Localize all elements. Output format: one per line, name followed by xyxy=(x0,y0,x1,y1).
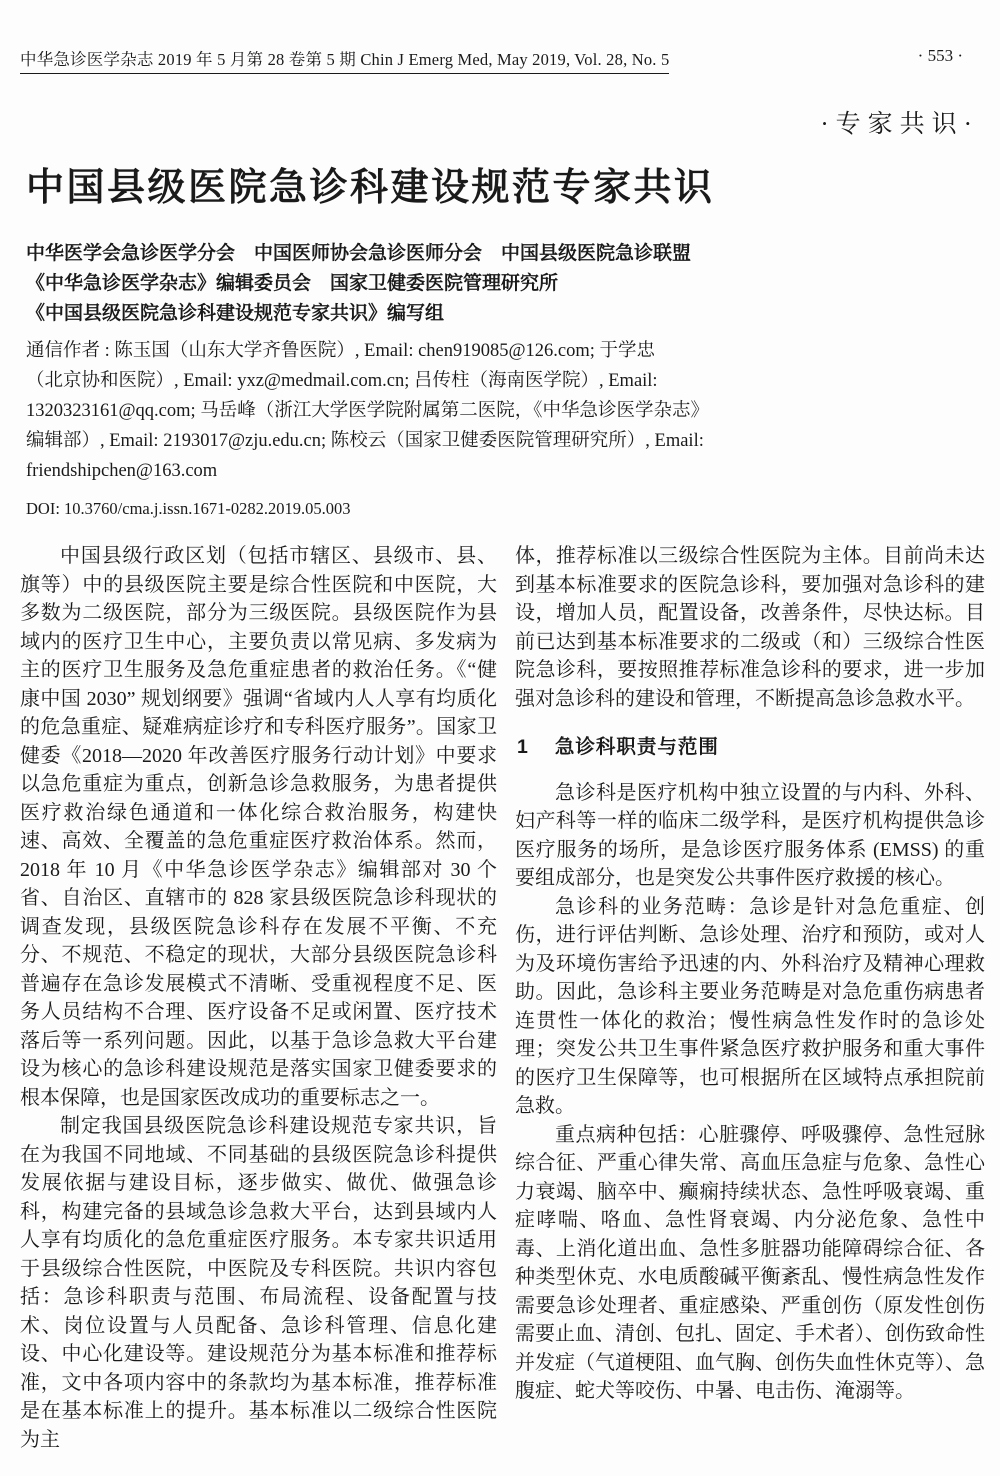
authors-block xyxy=(26,239,985,329)
author-line: 中华医学会急诊医学分会 中国医师协会急诊医师分会 中国县级医院急诊联盟 xyxy=(26,243,692,265)
correspondence-line: （北京协和医院）, Email: yxz@medmail.com.cn; 吕传柱（海南医学院）, Email: xyxy=(26,371,658,392)
author-line: 《中华急诊医学杂志》编辑委员会 国家卫健委医院管理研究所 xyxy=(26,273,559,295)
correspondence-line: 1320323161@qq.com; 马岳峰（浙江大学医学院附属第二医院，《中华急诊医学杂志》 xyxy=(26,401,710,422)
correspondence-block xyxy=(26,336,816,486)
page-number: · 553 · xyxy=(917,46,963,65)
article-title: 中国县级医院急诊科建设规范专家共识 xyxy=(26,167,715,209)
doi-line: DOI: 10.3760/cma.j.issn.1671-0282.2019.05.003 xyxy=(26,499,351,519)
journal-citation: 中华急诊医学杂志 2019 年 5 月第 28 卷第 5 期 Chin J Emerg Med, May 2019, Vol. 28, No. 5 xyxy=(20,46,669,74)
correspondence-line: 编辑部）, Email: 2193017@zju.edu.cn; 陈校云（国家卫健委医院管理研究所）, Email: xyxy=(26,431,704,452)
correspondence-line: friendshipchen@163.com xyxy=(26,461,218,482)
body-paragraph: 急诊科是医疗机构中独立设置的与内科、外科、妇产科等一样的临床二级学科，是医疗机构提供急诊医疗服务的场所，是急诊医疗服务体系 (EMSS) 的重要组成部分，也是突发公共事件医疗救援的核心。 xyxy=(515,781,985,890)
article-body xyxy=(20,542,985,1454)
right-column xyxy=(515,542,985,1454)
left-column xyxy=(20,542,497,1454)
category-badge: ·专家共识· xyxy=(820,111,979,138)
page-header xyxy=(20,46,985,74)
body-paragraph: 急诊科的业务范畴：急诊是针对急危重症、创伤，进行评估判断、急诊处理、治疗和预防，或对人为及环境伤害给予迅速的内、外科治疗及精神心理救助。因此，急诊科主要业务范畴是对急危重伤病患者连贯性一体化的救治；慢性病急性发作时的急诊处理；突发公共卫生事件紧急医疗救护服务和重大事件的医疗卫生保障等，也可根据所在区域特点承担院前急救。 xyxy=(515,895,985,1118)
correspondence-line: 通信作者 : 陈玉国（山东大学齐鲁医院）, Email: chen919085@126.com; 于学忠 xyxy=(26,341,656,362)
section-heading xyxy=(517,733,985,762)
body-paragraph-continuation: 体，推荐标准以三级综合性医院为主体。目前尚未达到基本标准要求的医院急诊科，要加强对急诊科的建设，增加人员，配置设备，改善条件，尽快达标。目前已达到基本标准要求的二级或（和）三级综合性医院急诊科，要按照推荐标准急诊科的要求，进一步加强对急诊科的建设和管理，不断提高急诊急救水平。 xyxy=(515,545,985,710)
body-paragraph: 制定我国县级医院急诊科建设规范专家共识，旨在为我国不同地域、不同基础的县级医院急诊科提供发展依据与建设目标，逐步做实、做优、做强急诊科，构建完备的县域急诊急救大平台，达到县域内人人享有均质化的急危重症医疗服务。本专家共识适用于县级综合性医院，中医院及专科医院。共识内容包括：急诊科职责与范围、布局流程、设备配置与技术、岗位设置与人员配备、急诊科管理、信息化建设、中心化建设等。建设规范分为基本标准和推荐标准，文中各项内容中的条款均为基本标准，推荐标准是在基本标准上的提升。基本标准以二级综合性医院为主 xyxy=(20,1115,497,1451)
section-title: 急诊科职责与范围 xyxy=(554,736,719,759)
body-paragraph: 中国县级行政区划（包括市辖区、县级市、县、旗等）中的县级医院主要是综合性医院和中医院，大多数为二级医院，部分为三级医院。县级医院作为县域内的医疗卫生中心，主要负责以常见病、多发病为主的医疗卫生服务及急危重症患者的救治任务。《“健康中国 2030” 规划纲要》强调“省域内人人享有均质化的危急重症、疑难病症诊疗和专科医疗服务”。国家卫健委《2018—2020 年改善医疗服务行动计划》中要求以急危重症为重点，创新急诊急救服务，为患者提供医疗救治绿色通道和一体化综合救治服务，构建快速、高效、全覆盖的急危重症医疗救治体系。然而，2018 年 10 月《中华急诊医学杂志》编辑部对 30 个省、自治区、直辖市的 828 家县级医院急诊科现状的调查发现，县级医院急诊科存在发展不平衡、不充分、不规范、不稳定的现状，大部分县级医院急诊科普遍存在急诊发展模式不清晰、受重视程度不足、医务人员结构不合理、医疗设备不足或闲置、医疗技术落后等一系列问题。因此，以基于急诊急救大平台建设为核心的急诊科建设规范是落实国家卫健委要求的根本保障，也是国家医改成功的重要标志之一。 xyxy=(20,545,497,1109)
author-line: 《中国县级医院急诊科建设规范专家共识》编写组 xyxy=(26,303,445,325)
body-paragraph: 重点病种包括：心脏骤停、呼吸骤停、急性冠脉综合征、严重心律失常、高血压急症与危象、急性心力衰竭、脑卒中、癫痫持续状态、急性呼吸衰竭、重症哮喘、咯血、急性肾衰竭、内分泌危象、急性中毒、上消化道出血、急性多脏器功能障碍综合征、各种类型休克、水电质酸碱平衡紊乱、慢性病急性发作需要急诊处理者、重症感染、严重创伤（原发性创伤需要止血、清创、包扎、固定、手术者）、创伤致命性并发症（气道梗阻、血气胸、创伤失血性休克等）、急腹症、蛇犬等咬伤、中暑、电击伤、淹溺等。 xyxy=(515,1123,985,1403)
section-number: 1 xyxy=(517,736,529,759)
